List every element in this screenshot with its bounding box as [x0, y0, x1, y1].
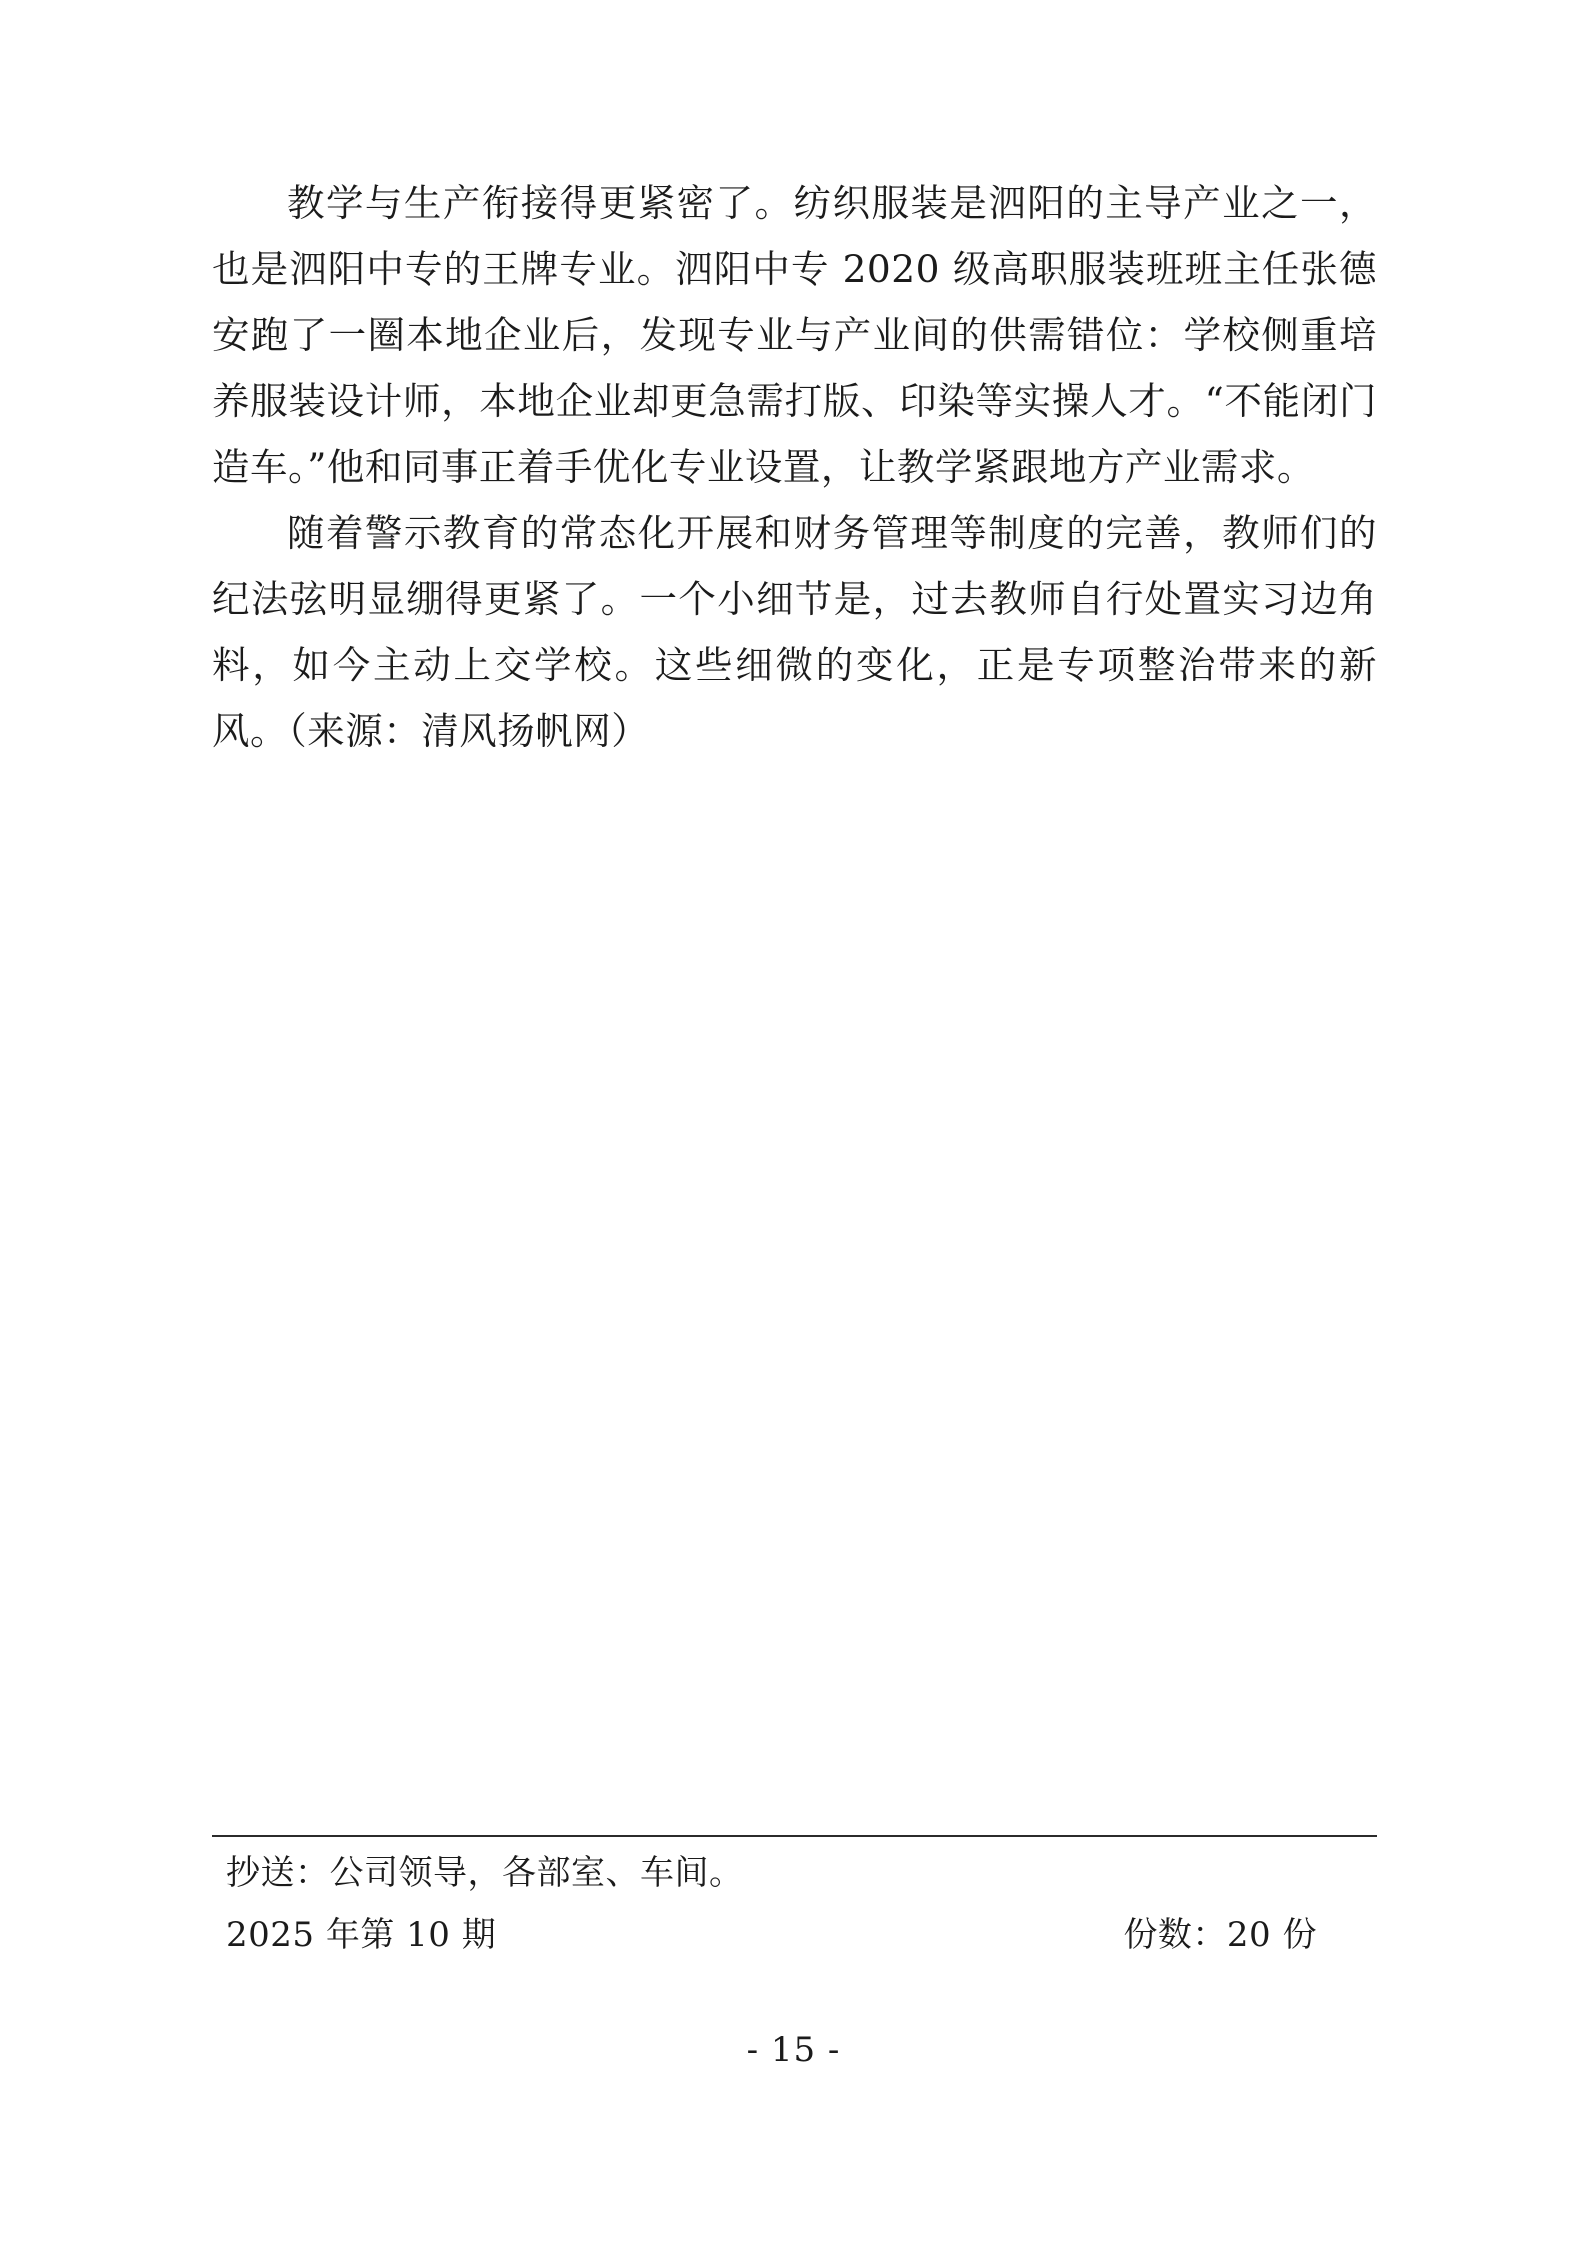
document-body — [212, 170, 1377, 764]
document-footer — [212, 1835, 1377, 1961]
page-number: - 15 - — [746, 2030, 841, 2070]
body-paragraph-2: 随着警示教育的常态化开展和财务管理等制度的完善，教师们的纪法弦明显绷得更紧了。一个小细节是，过去教师自行处置实习边角料，如今主动上交学校。这些细微的变化，正是专项整治带来的新风。（来源：清风扬帆网） — [212, 511, 1377, 753]
body-paragraph-1: 教学与生产衔接得更紧密了。纺织服装是泗阳的主导产业之一，也是泗阳中专的王牌专业。泗阳中专 2020 级高职服装班班主任张德安跑了一圈本地企业后，发现专业与产业间的供需错位：学校侧重培养服装设计师，本地企业却更急需打版、印染等实操人才。“不能闭门造车。”他和同事正着手优化专业设置，让教学紧跟地方产业需求。 — [212, 181, 1377, 489]
footer-issue: 2025 年第 10 期 — [226, 1915, 497, 1955]
footer-issue-row — [212, 1909, 1377, 1961]
footer-distribution: 抄送：公司领导，各部室、车间。 — [226, 1853, 744, 1893]
footer-copies: 份数：20 份 — [1123, 1915, 1317, 1955]
footer-divider — [212, 1835, 1377, 1837]
